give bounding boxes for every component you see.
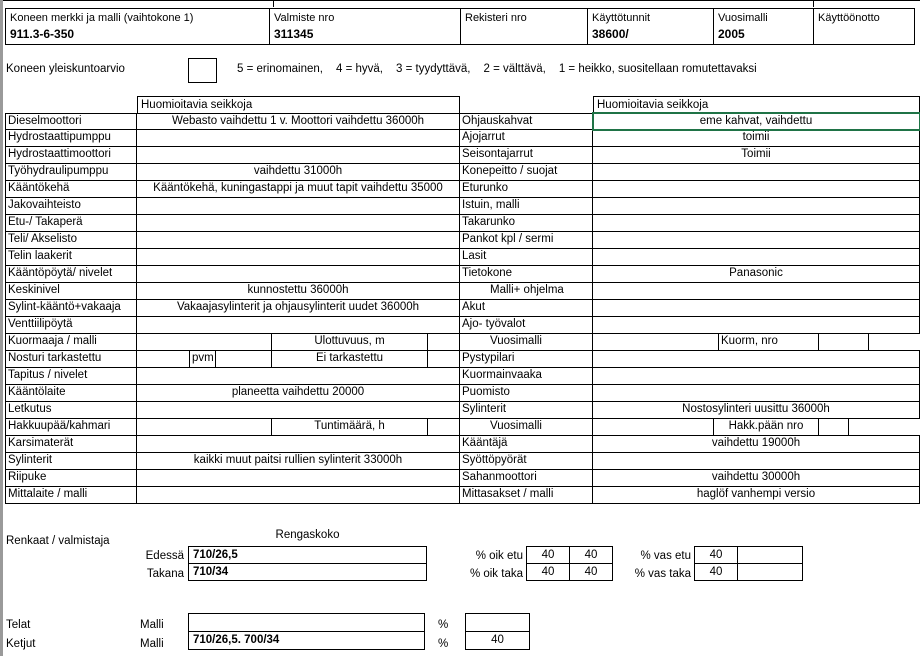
row-value[interactable] bbox=[593, 317, 920, 334]
condition-scale-item: 1 = heikko, suositellaan romutettavaksi bbox=[558, 63, 757, 75]
row-label: Puomisto bbox=[460, 385, 593, 402]
table-row bbox=[5, 368, 460, 385]
row-label: Sylint-kääntö+vakaaja bbox=[5, 300, 137, 317]
sub-cell[interactable] bbox=[428, 351, 460, 368]
table-row bbox=[5, 181, 460, 198]
pressure-cell[interactable]: 40 bbox=[569, 563, 613, 581]
row-value[interactable] bbox=[593, 453, 920, 470]
table-row bbox=[460, 453, 920, 470]
row-label: Kääntöpöytä/ nivelet bbox=[5, 266, 137, 283]
track-field-label: Malli bbox=[140, 619, 164, 631]
row-label: Konepeitto / suojat bbox=[460, 164, 593, 181]
sub-cell[interactable] bbox=[428, 419, 460, 436]
row-value[interactable]: Kääntökehä, kuningastappi ja muut tapit vaihdettu 35000 bbox=[137, 181, 460, 198]
track-percent-input[interactable]: 40 bbox=[465, 631, 530, 650]
row-value[interactable]: Vakaajasylinterit ja ohjausylinterit uudet 36000h bbox=[137, 300, 460, 317]
pressure-label: % oik taka bbox=[469, 568, 523, 580]
row-filler bbox=[849, 419, 920, 436]
selected-cell[interactable]: eme kahvat, vaihdettu bbox=[593, 113, 920, 130]
inspection-table-left bbox=[5, 96, 460, 504]
tire-size-input[interactable]: 710/26,5 bbox=[188, 546, 427, 564]
row-label: Sylinterit bbox=[5, 453, 137, 470]
pressure-label: % oik etu bbox=[475, 550, 523, 562]
tire-row-label: Edessä bbox=[145, 550, 184, 562]
sub-cell[interactable] bbox=[428, 334, 460, 351]
table-row bbox=[5, 283, 460, 300]
sub-cell[interactable]: pvm bbox=[190, 351, 216, 368]
row-label: Kuormaaja / malli bbox=[5, 334, 137, 351]
tire-size-inputs bbox=[188, 546, 427, 581]
row-label: Kääntäjä bbox=[460, 436, 593, 453]
row-label: Keskinivel bbox=[5, 283, 137, 300]
table-row bbox=[460, 249, 920, 266]
table-header-row bbox=[460, 96, 920, 113]
row-value[interactable] bbox=[593, 283, 920, 300]
row-label: Teli/ Akselisto bbox=[5, 232, 137, 249]
pressure-row bbox=[694, 563, 803, 581]
sub-cell[interactable] bbox=[819, 334, 869, 351]
pressure-left-labels bbox=[600, 547, 691, 583]
pressure-row bbox=[694, 546, 803, 564]
table-row bbox=[5, 266, 460, 283]
row-label: Malli+ ohjelma bbox=[460, 283, 593, 300]
row-label: Nosturi tarkastettu bbox=[5, 351, 137, 368]
row-value[interactable] bbox=[137, 249, 460, 266]
table-row bbox=[460, 385, 920, 402]
row-label: Hydrostaattipumppu bbox=[5, 130, 137, 147]
row-value[interactable] bbox=[137, 317, 460, 334]
row-value[interactable]: planeetta vaihdettu 20000 bbox=[137, 385, 460, 402]
row-label: Takarunko bbox=[460, 215, 593, 232]
sub-cell[interactable]: Tuntimäärä, h bbox=[272, 419, 428, 436]
row-label: Akut bbox=[460, 300, 593, 317]
row-label: Seisontajarrut bbox=[460, 147, 593, 164]
table-row bbox=[5, 453, 460, 470]
condition-scale-item: 2 = välttävä, bbox=[483, 63, 546, 75]
row-label: Pankot kpl / sermi bbox=[460, 232, 593, 249]
row-label: Kääntölaite bbox=[5, 385, 137, 402]
row-value[interactable] bbox=[593, 385, 920, 402]
row-value[interactable] bbox=[137, 215, 460, 232]
header-cell[interactable] bbox=[713, 8, 814, 45]
row-label: Syöttöpyörät bbox=[460, 453, 593, 470]
row-label: Dieselmoottori bbox=[5, 113, 137, 130]
pressure-cell[interactable]: 40 bbox=[569, 546, 613, 564]
table-row bbox=[460, 266, 920, 283]
track-field-labels bbox=[140, 616, 164, 654]
table-row bbox=[460, 283, 920, 300]
row-label: Letkutus bbox=[5, 402, 137, 419]
row-value[interactable]: Nostosylinteri uusittu 36000h bbox=[593, 402, 920, 419]
row-value[interactable] bbox=[593, 198, 920, 215]
row-value[interactable]: kaikki muut paitsi rullien sylinterit 33000h bbox=[137, 453, 460, 470]
table-row bbox=[5, 317, 460, 334]
row-value[interactable]: haglöf vanhempi versio bbox=[593, 487, 920, 504]
sub-cell[interactable]: Ei tarkastettu bbox=[272, 351, 428, 368]
pressure-cell[interactable]: 40 bbox=[526, 546, 570, 564]
row-value[interactable] bbox=[593, 181, 920, 198]
table-row bbox=[460, 164, 920, 181]
track-percent-labels bbox=[438, 616, 448, 654]
track-percent-input[interactable] bbox=[465, 613, 530, 632]
table-row bbox=[460, 300, 920, 317]
header-cell[interactable] bbox=[460, 8, 588, 45]
machine-header-row bbox=[5, 8, 915, 45]
sub-cell[interactable] bbox=[593, 419, 714, 436]
header-cell-value: 38600/ bbox=[592, 27, 629, 41]
pressure-cell[interactable]: 40 bbox=[694, 563, 738, 581]
table-header: Huomioitavia seikkoja bbox=[593, 96, 920, 113]
table-row bbox=[460, 470, 920, 487]
row-value[interactable]: kunnostettu 36000h bbox=[137, 283, 460, 300]
pressure-left-grid bbox=[694, 546, 803, 581]
row-label: Karsimaterät bbox=[5, 436, 137, 453]
table-row bbox=[460, 130, 920, 147]
row-label: Ajojarrut bbox=[460, 130, 593, 147]
sub-cell[interactable] bbox=[593, 334, 719, 351]
pressure-cell[interactable] bbox=[737, 546, 803, 564]
row-label: Riipuke bbox=[5, 470, 137, 487]
header-cell-value: 2005 bbox=[718, 27, 745, 41]
top-grid-line bbox=[3, 0, 920, 1]
row-label: Ohjauskahvat bbox=[460, 113, 593, 130]
condition-rating-box[interactable] bbox=[188, 58, 217, 83]
row-value[interactable]: vaihdettu 30000h bbox=[593, 470, 920, 487]
table-row bbox=[5, 470, 460, 487]
header-cell-value: 911.3-6-350 bbox=[10, 27, 75, 41]
row-value[interactable] bbox=[593, 300, 920, 317]
row-value[interactable] bbox=[137, 266, 460, 283]
row-label: Vuosimalli bbox=[460, 419, 593, 436]
pressure-cell[interactable]: 40 bbox=[526, 563, 570, 581]
row-label: Sylinterit bbox=[460, 402, 593, 419]
table-header-spacer bbox=[460, 96, 593, 113]
condition-scale-item: 4 = hyvä, bbox=[336, 63, 383, 75]
header-cell-label: Valmiste nro bbox=[274, 12, 335, 24]
table-row bbox=[460, 368, 920, 385]
row-label: Tapitus / nivelet bbox=[5, 368, 137, 385]
row-value[interactable]: vaihdettu 31000h bbox=[137, 164, 460, 181]
header-cell[interactable] bbox=[813, 8, 915, 45]
sub-cell[interactable] bbox=[137, 419, 272, 436]
row-value[interactable] bbox=[137, 487, 460, 504]
row-value[interactable] bbox=[137, 147, 460, 164]
row-value[interactable]: Panasonic bbox=[593, 266, 920, 283]
table-row bbox=[5, 300, 460, 317]
row-label: Kuormainvaaka bbox=[460, 368, 593, 385]
table-row bbox=[5, 232, 460, 249]
table-row bbox=[5, 130, 460, 147]
track-percent-inputs bbox=[465, 613, 530, 650]
row-value[interactable] bbox=[593, 215, 920, 232]
tires-section-label: Renkaat / valmistaja bbox=[6, 535, 110, 547]
track-model-input[interactable]: 710/26,5. 700/34 bbox=[188, 631, 425, 650]
row-label: Pystypilari bbox=[460, 351, 593, 368]
header-cell-value: 311345 bbox=[274, 27, 314, 41]
condition-label: Koneen yleiskuntoarvio bbox=[6, 63, 125, 75]
sub-cell[interactable]: Hakk.pään nro bbox=[714, 419, 819, 436]
table-row bbox=[5, 351, 460, 368]
sub-cell[interactable] bbox=[137, 334, 272, 351]
row-value[interactable] bbox=[593, 232, 920, 249]
table-row bbox=[460, 402, 920, 419]
track-percent-label: % bbox=[438, 638, 449, 650]
table-row bbox=[5, 249, 460, 266]
track-model-inputs bbox=[188, 613, 425, 650]
header-cell-label: Vuosimalli bbox=[718, 12, 768, 24]
row-label: Lasit bbox=[460, 249, 593, 266]
header-cell[interactable] bbox=[269, 8, 461, 45]
row-value[interactable] bbox=[137, 198, 460, 215]
track-row-label: Telat bbox=[6, 619, 31, 631]
track-row-labels bbox=[6, 616, 35, 654]
row-value[interactable] bbox=[137, 368, 460, 385]
table-row bbox=[460, 147, 920, 164]
header-cell[interactable] bbox=[5, 8, 270, 45]
table-row bbox=[460, 215, 920, 232]
condition-scale-item: 5 = erinomainen, bbox=[237, 63, 323, 75]
row-value[interactable] bbox=[593, 351, 920, 368]
sub-cell[interactable] bbox=[137, 351, 190, 368]
table-header-spacer bbox=[5, 96, 137, 113]
table-row bbox=[5, 419, 460, 436]
row-value[interactable]: toimii bbox=[593, 130, 920, 147]
condition-scale-item: 3 = tyydyttävä, bbox=[396, 63, 471, 75]
table-row bbox=[460, 181, 920, 198]
row-value[interactable]: vaihdettu 19000h bbox=[593, 436, 920, 453]
pressure-label: % vas taka bbox=[634, 568, 691, 580]
row-label: Tietokone bbox=[460, 266, 593, 283]
row-label: Jakovaihteisto bbox=[5, 198, 137, 215]
table-row bbox=[5, 164, 460, 181]
row-label: Etu-/ Takaperä bbox=[5, 215, 137, 232]
sub-cell[interactable]: Ulottuvuus, m bbox=[272, 334, 428, 351]
inspection-table-right bbox=[460, 96, 920, 504]
table-header-row bbox=[5, 96, 460, 113]
tire-size-header: Rengaskoko bbox=[275, 529, 340, 541]
header-cell-label: Käyttöönotto bbox=[818, 12, 880, 24]
row-value[interactable] bbox=[593, 164, 920, 181]
header-cell-label: Koneen merkki ja malli (vaihtokone 1) bbox=[10, 12, 194, 24]
tire-size-input[interactable]: 710/34 bbox=[188, 563, 427, 581]
row-value[interactable] bbox=[593, 249, 920, 266]
table-row bbox=[460, 419, 920, 436]
table-row bbox=[5, 487, 460, 504]
table-row bbox=[460, 113, 920, 130]
row-value[interactable]: Webasto vaihdettu 1 v. Moottori vaihdettu 36000h bbox=[137, 113, 460, 130]
pressure-label: % vas etu bbox=[640, 550, 691, 562]
track-model-input[interactable] bbox=[188, 613, 425, 632]
table-row bbox=[460, 436, 920, 453]
table-header: Huomioitavia seikkoja bbox=[137, 96, 460, 113]
sub-cell[interactable] bbox=[216, 351, 272, 368]
row-label: Hakkuupää/kahmari bbox=[5, 419, 137, 436]
row-label: Kääntökehä bbox=[5, 181, 137, 198]
table-row bbox=[5, 436, 460, 453]
sheet-left-edge bbox=[0, 0, 3, 656]
header-cell-label: Käyttötunnit bbox=[592, 12, 651, 24]
top-grid-tick bbox=[273, 0, 274, 7]
row-value[interactable] bbox=[137, 232, 460, 249]
table-row bbox=[460, 317, 920, 334]
row-value[interactable] bbox=[137, 436, 460, 453]
table-row bbox=[5, 147, 460, 164]
row-label: Ajo- työvalot bbox=[460, 317, 593, 334]
table-row bbox=[460, 487, 920, 504]
table-row bbox=[5, 402, 460, 419]
table-row bbox=[460, 198, 920, 215]
tire-row-labels bbox=[128, 547, 184, 583]
tire-row-label: Takana bbox=[146, 568, 184, 580]
row-value[interactable] bbox=[593, 368, 920, 385]
row-label: Mittasakset / malli bbox=[460, 487, 593, 504]
header-cell[interactable] bbox=[587, 8, 714, 45]
row-value[interactable] bbox=[137, 130, 460, 147]
header-cell-label: Rekisteri nro bbox=[465, 12, 527, 24]
row-filler bbox=[869, 334, 920, 351]
row-label: Telin laakerit bbox=[5, 249, 137, 266]
table-row bbox=[5, 385, 460, 402]
row-label: Vuosimalli bbox=[460, 334, 593, 351]
sub-cell[interactable]: Kuorm, nro bbox=[719, 334, 819, 351]
pressure-cell[interactable] bbox=[737, 563, 803, 581]
row-label: Eturunko bbox=[460, 181, 593, 198]
track-percent-label: % bbox=[438, 619, 449, 631]
row-label: Istuin, malli bbox=[460, 198, 593, 215]
top-grid-tick bbox=[813, 0, 814, 7]
pressure-right-labels bbox=[430, 547, 523, 583]
table-row bbox=[5, 334, 460, 351]
table-row bbox=[5, 198, 460, 215]
row-label: Työhydraulipumppu bbox=[5, 164, 137, 181]
table-row bbox=[5, 113, 460, 130]
condition-scale bbox=[237, 63, 770, 75]
row-value[interactable] bbox=[137, 402, 460, 419]
table-row bbox=[460, 351, 920, 368]
row-label: Venttiilipöytä bbox=[5, 317, 137, 334]
table-row bbox=[5, 215, 460, 232]
row-label: Mittalaite / malli bbox=[5, 487, 137, 504]
pressure-cell[interactable]: 40 bbox=[694, 546, 738, 564]
row-label: Sahanmoottori bbox=[460, 470, 593, 487]
row-value[interactable]: Toimii bbox=[593, 147, 920, 164]
row-label: Hydrostaattimoottori bbox=[5, 147, 137, 164]
sub-cell[interactable] bbox=[819, 419, 849, 436]
table-row bbox=[460, 334, 920, 351]
row-value[interactable] bbox=[137, 470, 460, 487]
track-row-label: Ketjut bbox=[6, 638, 36, 650]
track-field-label: Malli bbox=[140, 638, 164, 650]
table-row bbox=[460, 232, 920, 249]
